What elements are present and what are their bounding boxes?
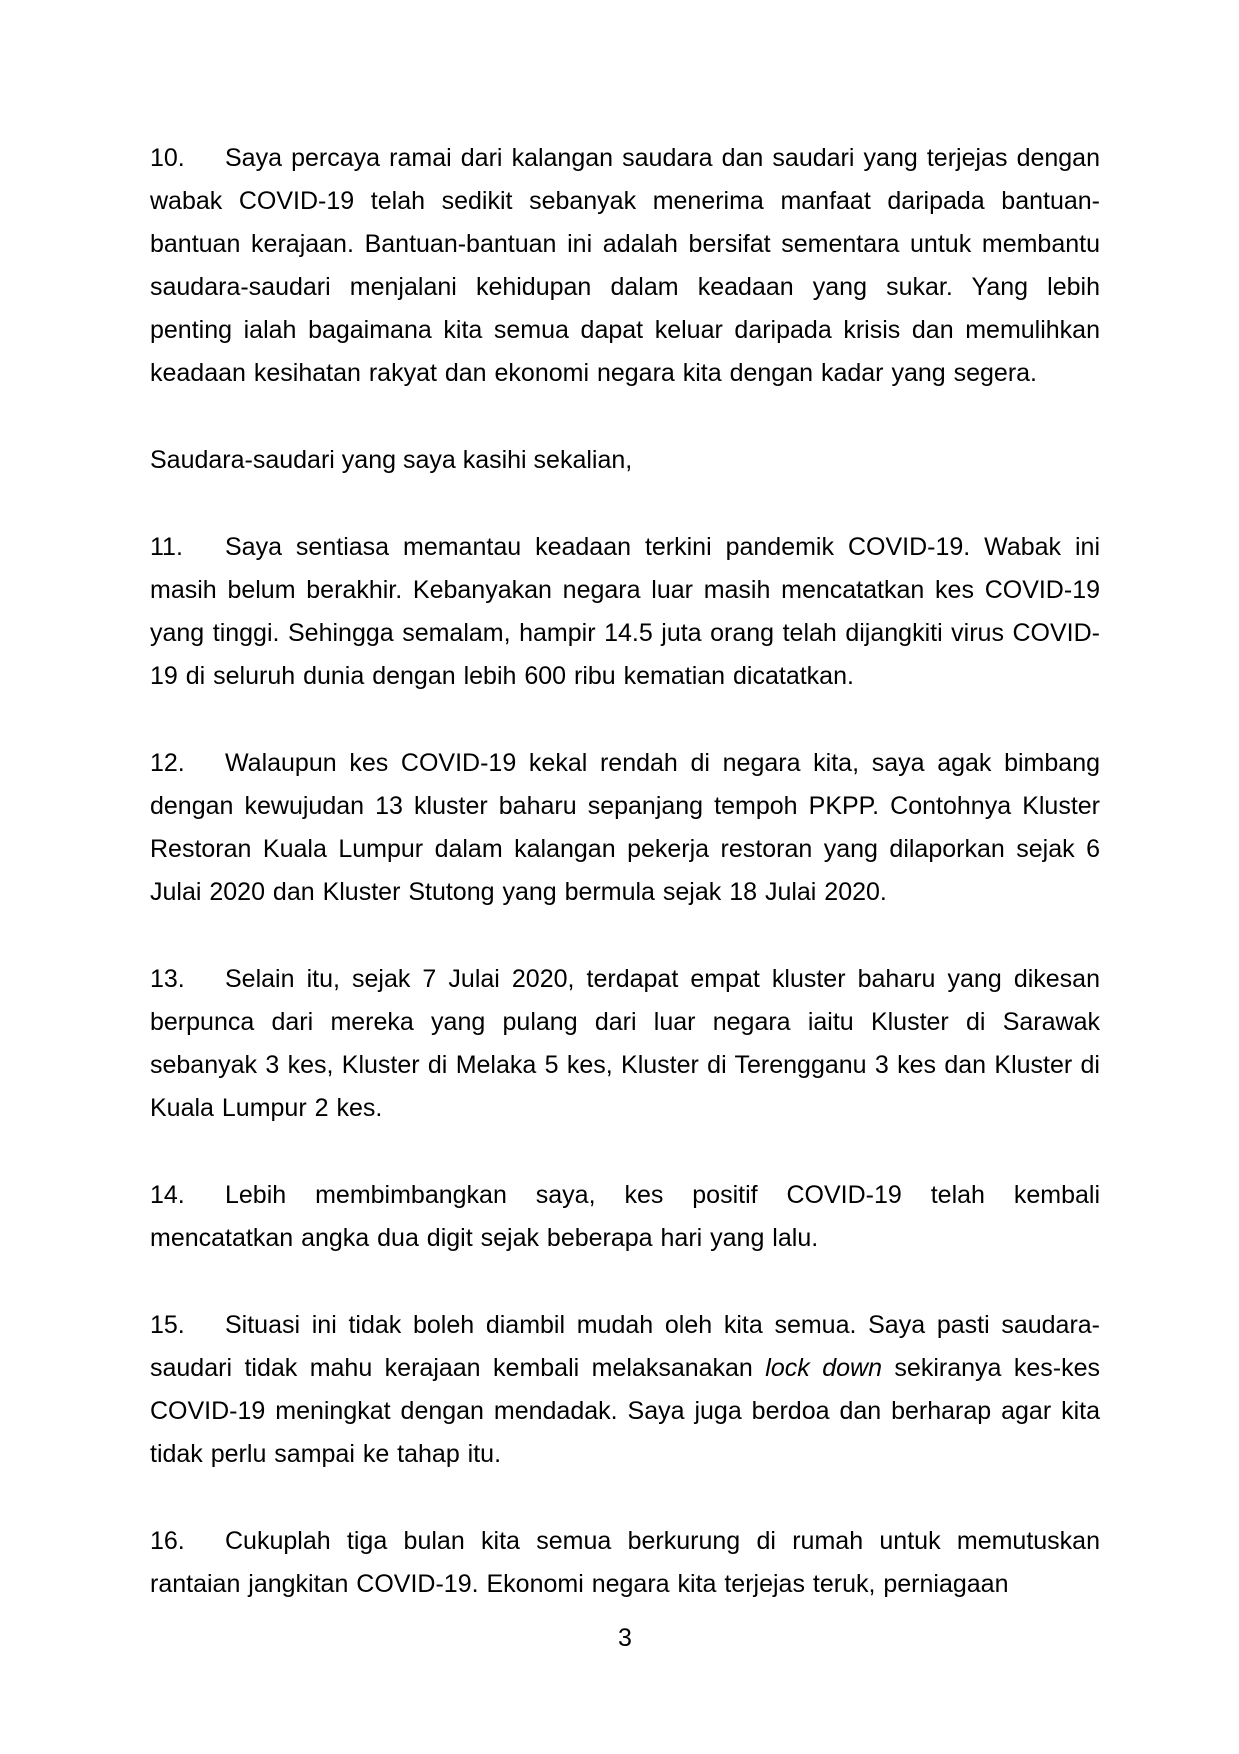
paragraph-14-text: Lebih membimbangkan saya, kes positif COVID-19 telah kembali mencatatkan angka dua digit sejak beberapa hari yang lalu.: [150, 1181, 1100, 1252]
document-body: [150, 137, 1100, 1650]
paragraph-12-text: Walaupun kes COVID-19 kekal rendah di negara kita, saya agak bimbang dengan kewujudan 13 kluster baharu sepanjang tempoh PKPP. Contohnya Kluster Restoran Kuala Lumpur dalam kalangan pekerja restoran yang dilaporkan sejak 6 Julai 2020 dan Kluster Stutong yang bermula sejak 18 Julai 2020.: [150, 749, 1100, 906]
paragraph-13: [150, 958, 1100, 1130]
paragraph-11-text: Saya sentiasa memantau keadaan terkini pandemik COVID-19. Wabak ini masih belum berakhir. Kebanyakan negara luar masih mencatatkan kes COVID-19 yang tinggi. Sehingga semalam, hampir 14.5 juta orang telah dijangkiti virus COVID-19 di seluruh dunia dengan lebih 600 ribu kematian dicatatkan.: [150, 533, 1100, 690]
paragraph-14: [150, 1174, 1100, 1260]
paragraph-15-text-after: sekiranya kes-kes COVID-19 meningkat dengan mendadak. Saya juga berdoa dan berharap agar kita tidak perlu sampai ke tahap itu.: [150, 1354, 1101, 1468]
page-number: 3: [618, 1624, 632, 1652]
paragraph-16-number: 16.: [150, 1527, 185, 1555]
paragraph-11-number: 11.: [150, 533, 183, 561]
paragraph-15-number: 15.: [150, 1311, 185, 1339]
paragraph-15: [150, 1304, 1100, 1476]
paragraph-16: [150, 1520, 1100, 1606]
paragraph-10-text: Saya percaya ramai dari kalangan saudara dan saudari yang terjejas dengan wabak COVID-19 telah sedikit sebanyak menerima manfaat daripada bantuan-bantuan kerajaan. Bantuan-bantuan ini adalah bersifat sementara untuk membantu saudara-saudari menjalani kehidupan dalam keadaan yang sukar. Yang lebih penting ialah bagaimana kita semua dapat keluar daripada krisis dan memulihkan keadaan kesihatan rakyat dan ekonomi negara kita dengan kadar yang segera.: [150, 144, 1100, 387]
paragraph-10-number: 10.: [150, 144, 185, 172]
salutation-line: Saudara-saudari yang saya kasihi sekalian,: [150, 446, 633, 474]
paragraph-11: [150, 526, 1100, 698]
paragraph-14-number: 14.: [150, 1181, 185, 1209]
paragraph-13-number: 13.: [150, 965, 185, 993]
paragraph-15-italic-phrase: lock down: [765, 1354, 882, 1382]
paragraph-13-text: Selain itu, sejak 7 Julai 2020, terdapat empat kluster baharu yang dikesan berpunca dari mereka yang pulang dari luar negara iaitu Kluster di Sarawak sebanyak 3 kes, Kluster di Melaka 5 kes, Kluster di Terengganu 3 kes dan Kluster di Kuala Lumpur 2 kes.: [150, 965, 1100, 1122]
paragraph-12: [150, 742, 1100, 914]
paragraph-16-text: Cukuplah tiga bulan kita semua berkurung di rumah untuk memutuskan rantaian jangkitan COVID-19. Ekonomi negara kita terjejas teruk, perniagaan: [150, 1527, 1100, 1598]
paragraph-15-text-before: Situasi ini tidak boleh diambil mudah oleh kita semua. Saya pasti saudara-saudari tidak mahu kerajaan kembali melaksanakan: [150, 1311, 1100, 1382]
paragraph-12-number: 12.: [150, 749, 185, 777]
paragraph-10: [150, 137, 1100, 395]
